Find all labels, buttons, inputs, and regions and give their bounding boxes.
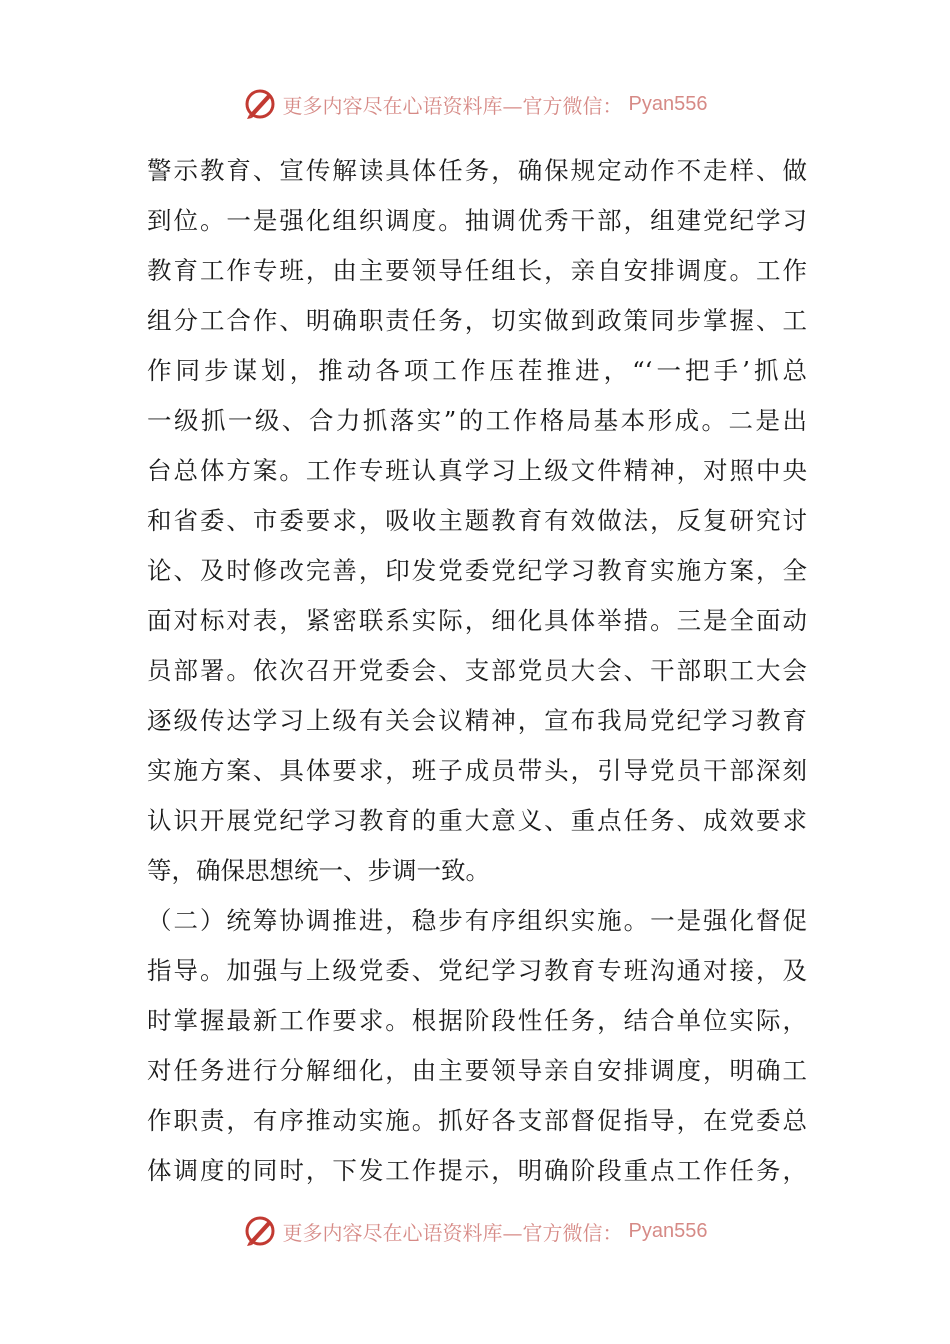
text-line: 台总体方案。工作专班认真学习上级文件精神，对照中央 [147,456,807,485]
watermark-text: 更多内容尽在心语资料库—官方微信： [282,93,623,118]
document-body [147,146,807,1196]
text-line: 组分工合作、明确职责任务，切实做到政策同步掌握、工 [147,306,807,335]
text-line: 作同步谋划，推动各项工作压茬推进，“‘一把手’抓总 [147,356,807,385]
text-line: 警示教育、宣传解读具体任务，确保规定动作不走样、做 [147,156,807,185]
text-line: 教育工作专班，由主要领导任组长，亲自安排调度。工作 [147,256,807,285]
text-line: 逐级传达学习上级有关会议精神，宣布我局党纪学习教育 [147,706,807,735]
pen-in-circle-icon [243,87,277,121]
text-line: 认识开展党纪学习教育的重大意义、重点任务、成效要求 [147,806,807,835]
text-line: 时掌握最新工作要求。根据阶段性任务，结合单位实际， [147,1006,807,1035]
text-line: 等，确保思想统一、步调一致。 [147,856,490,885]
text-line: 体调度的同时，下发工作提示，明确阶段重点工作任务， [147,1156,807,1185]
text-line: 指导。加强与上级党委、党纪学习教育专班沟通对接，及 [147,956,807,985]
header-watermark [0,84,950,124]
text-line: 面对标对表，紧密联系实际，细化具体举措。三是全面动 [147,606,807,635]
watermark-wechat-id: Pyan556 [628,92,708,115]
text-line: 员部署。依次召开党委会、支部党员大会、干部职工大会 [147,656,807,685]
watermark-text: 更多内容尽在心语资料库—官方微信： [282,1220,623,1245]
text-line: 到位。一是强化组织调度。抽调优秀干部，组建党纪学习 [147,206,807,235]
footer-watermark [0,1211,950,1251]
text-line: 一级抓一级、合力抓落实”的工作格局基本形成。二是出 [147,406,807,435]
text-line: （二）统筹协调推进，稳步有序组织实施。一是强化督促 [147,906,807,935]
watermark-wechat-id: Pyan556 [628,1219,708,1242]
text-line: 和省委、市委要求，吸收主题教育有效做法，反复研究讨 [147,506,807,535]
text-line: 实施方案、具体要求，班子成员带头，引导党员干部深刻 [147,756,807,785]
text-line: 论、及时修改完善，印发党委党纪学习教育实施方案，全 [147,556,807,585]
pen-in-circle-icon [243,1214,277,1248]
text-line: 对任务进行分解细化，由主要领导亲自安排调度，明确工 [147,1056,807,1085]
text-line: 作职责，有序推动实施。抓好各支部督促指导，在党委总 [147,1106,807,1135]
